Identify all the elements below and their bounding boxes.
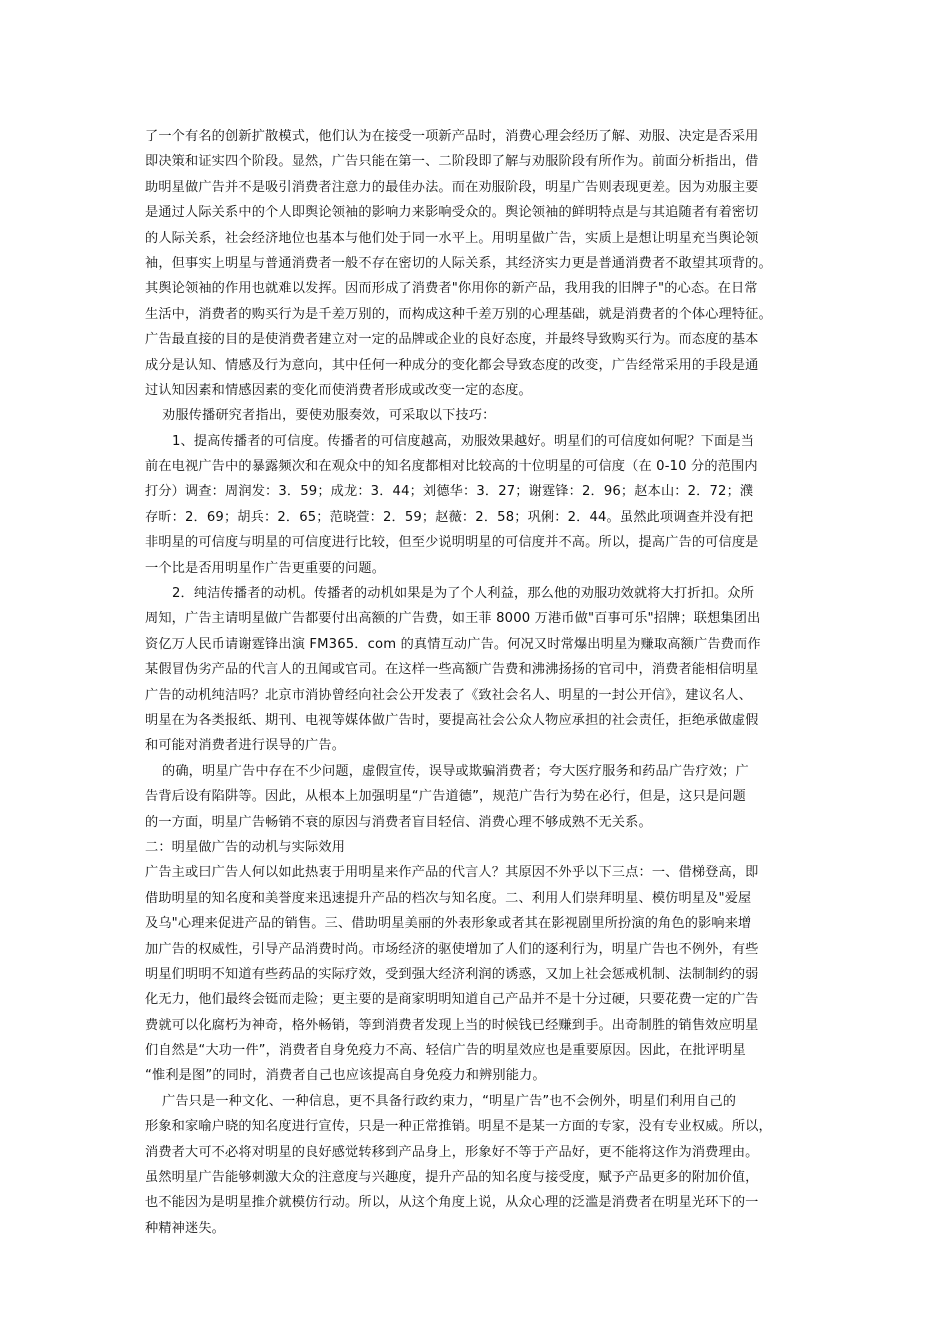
text-line: 的人际关系，社会经济地位也基本与他们处于同一水平上。用明星做广告，实质上是想让明星充当舆论领 <box>145 230 759 246</box>
text-line: 2．纯洁传播者的动机。传播者的动机如果是为了个人利益，那么他的劝服功效就将大打折扣。众所 <box>172 586 755 602</box>
text-line: 助明星做广告并不是吸引消费者注意力的最佳办法。而在劝服阶段，明星广告则表现更差。因为劝服主要 <box>145 179 759 195</box>
text-line: 前在电视广告中的暴露频次和在观众中的知名度都相对比较高的十位明星的可信度（在 0-10 分的范围内 <box>145 459 758 475</box>
text-line: 化无力，他们最终会铤而走险；更主要的是商家明明知道自己产品并不是十分过硬，只要花费一定的广告 <box>145 992 759 1008</box>
text-line: 广告主或曰广告人何以如此热衷于用明星来作产品的代言人？其原因不外乎以下三点：一、借梯登高，即 <box>145 865 759 881</box>
text-line: 成分是认知、情感及行为意向，其中任何一种成分的变化都会导致态度的改变，广告经常采用的手段是通 <box>145 357 759 373</box>
text-line: 和可能对消费者进行误导的广告。 <box>145 738 346 754</box>
text-line: 广告的动机纯洁吗？北京市消协曾经向社会公开发表了《致社会名人、明星的一封公开信》，建议名人、 <box>145 687 752 703</box>
text-line: 即决策和证实四个阶段。显然，广告只能在第一、二阶段即了解与劝服阶段有所作为。前面分析指出，借 <box>145 154 759 170</box>
document-body <box>145 124 813 1241</box>
text-line: 也不能因为是明星推介就模仿行动。所以，从这个角度上说，从众心理的泛滥是消费者在明星光环下的一 <box>145 1195 759 1211</box>
text-line: 生活中，消费者的购买行为是千差万别的，而构成这种千差万别的心理基础，就是消费者的个体心理特征。 <box>145 306 772 322</box>
text-line: 劝服传播研究者指出，要使劝服奏效，可采取以下技巧： <box>162 408 496 424</box>
text-line: 非明星的可信度与明星的可信度进行比较，但至少说明明星的可信度并不高。所以，提高广告的可信度是 <box>145 535 759 551</box>
text-line: 明星在为各类报纸、期刊、电视等媒体做广告时，要提高社会公众人物应承担的社会责任，拒绝承做虚假 <box>145 712 759 728</box>
text-line: 某假冒伪劣产品的代言人的丑闻或官司。在这样一些高额广告费和沸沸扬扬的官司中，消费者能相信明星 <box>145 662 759 678</box>
text-line: 及乌"心理来促进产品的销售。三、借助明星美丽的外表形象或者其在影视剧里所扮演的角色的影响来增 <box>145 916 752 932</box>
text-line: 是通过人际关系中的个人即舆论领袖的影响力来影响受众的。舆论领袖的鲜明特点是与其追随者有着密切 <box>145 205 759 221</box>
text-line: 存昕：2．69；胡兵：2．65；范晓萱：2．59；赵薇：2．58；巩俐：2．44。虽然此项调查并没有把 <box>145 509 754 525</box>
text-line: 虽然明星广告能够刺激大众的注意度与兴趣度，提升产品的知名度与接受度，赋予产品更多的附加价值， <box>145 1170 759 1186</box>
text-line: 的确，明星广告中存在不少问题，虚假宣传，误导或欺骗消费者；夸大医疗服务和药品广告疗效；广 <box>162 763 749 779</box>
text-line: 种精神迷失。 <box>145 1220 226 1236</box>
text-line: 加广告的权威性，引导产品消费时尚。市场经济的驱使增加了人们的逐利行为，明星广告也不例外，有些 <box>145 941 759 957</box>
text-line: 周知，广告主请明星做广告都要付出高额的广告费，如王菲 8000 万港币做"百事可乐"招牌；联想集团出 <box>145 611 761 627</box>
text-line: 过认知因素和情感因素的变化而使消费者形成或改变一定的态度。 <box>145 382 532 398</box>
text-line: 资亿万人民币请谢霆锋出演 FM365．com 的真情互动广告。何况又时常爆出明星为赚取高额广告费而作 <box>145 636 761 652</box>
text-line: 打分）调查：周润发：3．59；成龙：3．44；刘德华：3．27；谢霆锋：2．96；赵本山：2．72；濮 <box>145 484 754 500</box>
text-line: 借助明星的知名度和美誉度来迅速提升产品的档次与知名度。二、利用人们崇拜明星、模仿明星及"爱屋 <box>145 890 752 906</box>
text-line: 消费者大可不必将对明星的良好感觉转移到产品身上，形象好不等于产品好，更不能将这作为消费理由。 <box>145 1144 759 1160</box>
text-line: “惟利是图”的同时，消费者自己也应该提高自身免疫力和辨别能力。 <box>145 1068 546 1084</box>
section-heading: 二：明星做广告的动机与实际效用 <box>145 839 346 855</box>
text-line: 广告最直接的目的是使消费者建立对一定的品牌或企业的良好态度，并最终导致购买行为。而态度的基本 <box>145 332 759 348</box>
text-line: 的一方面，明星广告畅销不衰的原因与消费者盲目轻信、消费心理不够成熟不无关系。 <box>145 814 652 830</box>
text-line: 广告只是一种文化、一种信息，更不具备行政约束力，“明星广告”也不会例外，明星们利用自己的 <box>162 1093 737 1109</box>
text-line: 们自然是“大功一件”，消费者自身免疫力不高、轻信广告的明星效应也是重要原因。因此，在批评明星 <box>145 1043 746 1059</box>
text-line: 其舆论领袖的作用也就难以发挥。因而形成了消费者"你用你的新产品，我用我的旧牌子"的心态。在日常 <box>145 281 758 297</box>
text-line: 了一个有名的创新扩散模式，他们认为在接受一项新产品时，消费心理会经历了解、劝服、决定是否采用 <box>145 129 759 144</box>
text-line: 告背后设有陷阱等。因此，从根本上加强明星“广告道德”，规范广告行为势在必行，但是，这只是问题 <box>145 789 746 805</box>
text-line: 形象和家喻户晓的知名度进行宣传，只是一种正常推销。明星不是某一方面的专家，没有专业权威。所以， <box>145 1119 772 1135</box>
text-line: 费就可以化腐朽为神奇，格外畅销，等到消费者发现上当的时候钱已经赚到手。出奇制胜的销售效应明星 <box>145 1017 759 1033</box>
text-line: 袖，但事实上明星与普通消费者一般不存在密切的人际关系，其经济实力更是普通消费者不敢望其项背的。 <box>145 255 772 271</box>
text-line: 明星们明明不知道有些药品的实际疗效，受到强大经济利润的诱惑，又加上社会惩戒机制、法制制约的弱 <box>145 966 759 982</box>
text-line: 1、提高传播者的可信度。传播者的可信度越高，劝服效果越好。明星们的可信度如何呢？下面是当 <box>172 433 755 449</box>
text-line: 一个比是否用明星作广告更重要的问题。 <box>145 560 386 576</box>
